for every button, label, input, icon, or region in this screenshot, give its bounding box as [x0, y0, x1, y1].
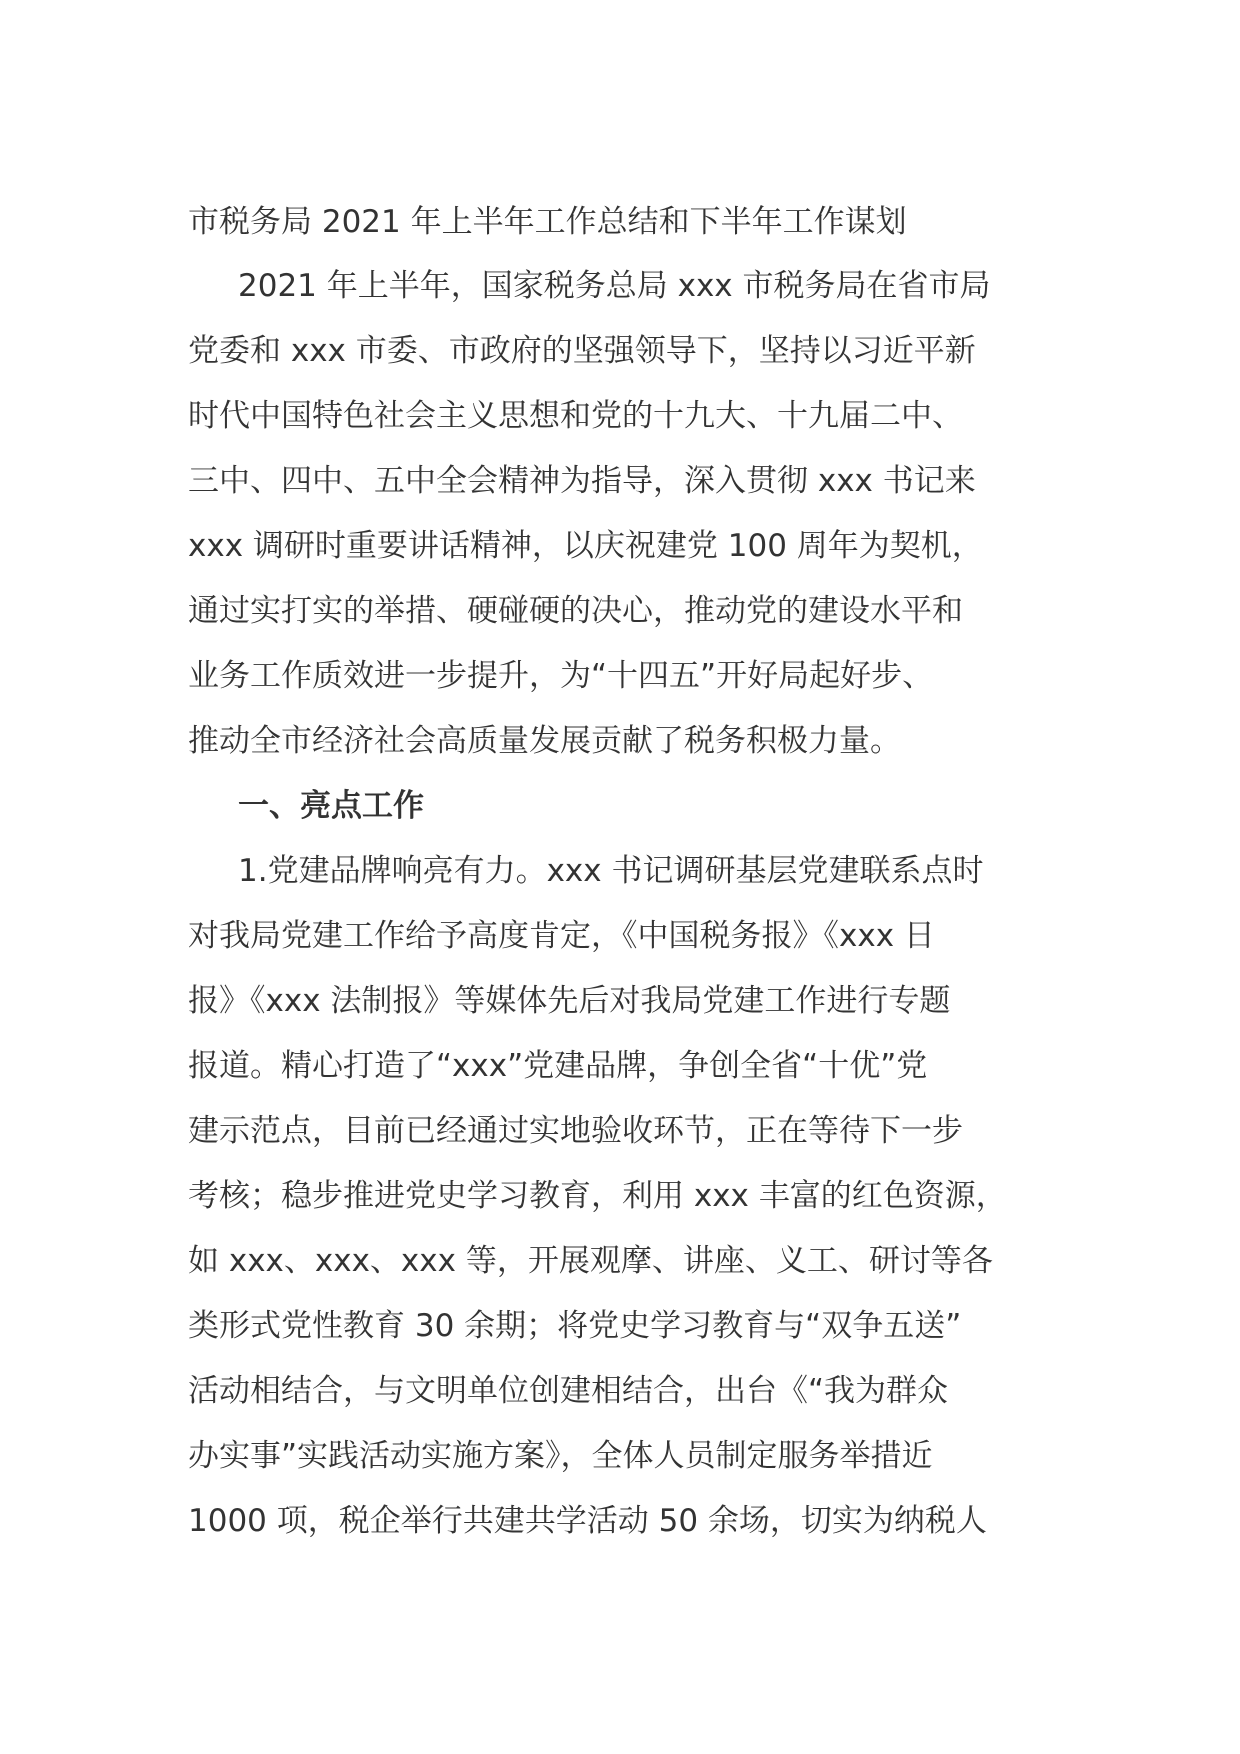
paragraph-line: 类形式党性教育 30 余期；将党史学习教育与“双争五送”: [188, 1308, 962, 1344]
paragraph-line: 1000 项，税企举行共建共学活动 50 余场，切实为纳税人: [188, 1503, 987, 1539]
paragraph-line: 推动全市经济社会高质量发展贡献了税务积极力量。: [188, 723, 901, 759]
paragraph-line: 三中、四中、五中全会精神为指导，深入贯彻 xxx 书记来: [188, 463, 976, 499]
paragraph-line: 报道。精心打造了“xxx”党建品牌，争创全省“十优”党: [188, 1048, 928, 1084]
section-heading: 一、亮点工作: [238, 788, 424, 824]
paragraph-line: 2021 年上半年，国家税务总局 xxx 市税务局在省市局: [238, 268, 991, 304]
paragraph-line: 时代中国特色社会主义思想和党的十九大、十九届二中、: [188, 398, 963, 434]
paragraph-line: 报》《xxx 法制报》等媒体先后对我局党建工作进行专题: [188, 983, 951, 1019]
paragraph-line: 活动相结合，与文明单位创建相结合，出台《“我为群众: [188, 1373, 949, 1409]
paragraph-line: 办实事”实践活动实施方案》，全体人员制定服务举措近: [188, 1438, 933, 1474]
paragraph-line: 业务工作质效进一步提升，为“十四五”开好局起好步、: [188, 658, 934, 694]
item1-paragraph: [188, 839, 1068, 1554]
paragraph-line: 建示范点，目前已经通过实地验收环节，正在等待下一步: [188, 1113, 963, 1149]
paragraph-line: xxx 调研时重要讲话精神，以庆祝建党 100 周年为契机，: [188, 528, 983, 564]
intro-paragraph: [188, 254, 1068, 774]
document-title: 市税务局 2021 年上半年工作总结和下半年工作谋划: [188, 204, 907, 240]
paragraph-line: 1.党建品牌响亮有力。xxx 书记调研基层党建联系点时: [238, 853, 984, 889]
paragraph-line: 如 xxx、xxx、xxx 等，开展观摩、讲座、义工、研讨等各: [188, 1243, 993, 1279]
paragraph-line: 党委和 xxx 市委、市政府的坚强领导下，坚持以习近平新: [188, 333, 976, 369]
paragraph-line: 考核；稳步推进党史学习教育，利用 xxx 丰富的红色资源，: [188, 1178, 1007, 1214]
paragraph-line: 通过实打实的举措、硬碰硬的决心，推动党的建设水平和: [188, 593, 963, 629]
document-page: [188, 190, 1068, 1554]
paragraph-line: 对我局党建工作给予高度肯定，《中国税务报》《xxx 日: [188, 918, 935, 954]
